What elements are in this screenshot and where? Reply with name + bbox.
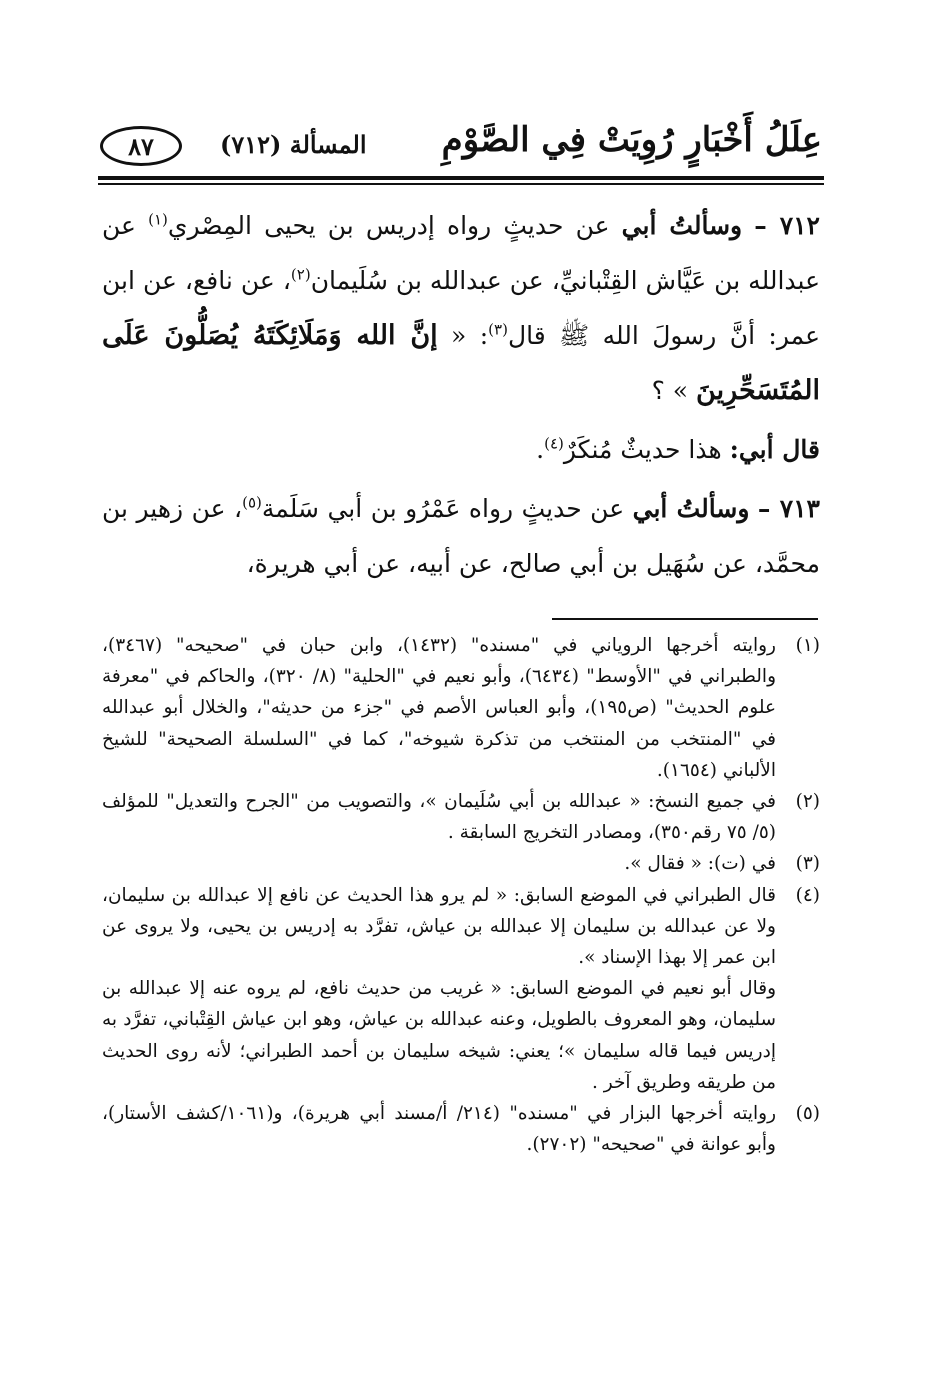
main-text [102,198,820,595]
question-number: ٧١٢ – [754,211,820,240]
footnote-text: قال الطبراني في الموضع السابق: « لم يرو هذا الحديث عن نافع إلا عبدالله بن سليمان، ولا عن عبدالله بن سليمان إلا عبدالله بن عياش، تفرَّد به إدريس بن يحيى، ولا يروى عن ابن عمر إلا بهذا الإسناد ». [102,884,776,969]
header-rule-thin [98,183,824,185]
text-run: ، عن نافع، عن ابن عمر: أنَّ رسولَ الله ﷺ قال [102,266,820,350]
text-run: عن حديثٍ رواه إدريس بن يحيى المِصْري [167,211,610,240]
answer-text: هذا حديثٌ مُنكَرٌ [563,435,722,464]
question-lead: وسألتُ أبي [632,494,750,523]
footnote-2 [102,786,820,848]
header-rule-thick [98,176,824,180]
footnote-number: (٥) [795,1103,820,1125]
footnote-text: روايته أخرجها الروياني في "مسنده" (١٤٣٢)، وابن حبان في "صحيحه" (٣٤٦٧)، والطبراني في "الأوسط" (٦٤٣٤)، وأبو نعيم في "الحلية" (٨/ ٣٢٠)، والحاكم في "معرفة علوم الحديث" (ص١٩٥)، وأبو العباس الأصم في "جزء من حديثه"، والخلال أبو عبدالله في "المنتخب من المنتخب من تذكرة شيوخه"، كما في "السلسلة الصحيحة" للشيخ الألباني (١٦٥٤). [102,635,776,781]
question-712 [102,198,820,418]
footnote-number: (٤) [795,884,820,906]
answer-lead: قال أبي: [729,435,820,464]
text-run: ، عن زهير بن محمَّد، عن سُهَيل بن أبي صالح، عن أبيه، عن أبي هريرة، [102,494,820,578]
running-header [100,112,822,174]
text-run: : « [451,321,489,350]
footnote-body [102,880,776,1098]
footnote-separator [552,618,818,620]
footnote-ref: (٤) [544,434,564,453]
footnote-continuation: وقال أبو نعيم في الموضع السابق: « غريب من حديث نافع، لم يروه عنه إلا عبدالله بن سليمان، وهو المعروف بالطويل، وعنه عبدالله بن عياش، وهو ابن عياش القِتْباني، تفرَّد به إدريس فيما قاله سليمان »؛ يعني: شيخه سليمان بن أحمد الطبراني؛ لأنه روى الحديث من طريقه وطريق آخر . [102,978,776,1093]
page-number-badge [100,126,182,166]
footnote-number: (٢) [795,791,820,813]
answer-712 [102,422,820,477]
text-run: » ؟ [651,376,689,405]
footnote-number: (٣) [795,853,820,875]
hadith-quote: إنَّ الله وَمَلَائِكَتَهُ يُصَلُّونَ عَلَى المُتَسَحِّرِينَ [102,320,820,406]
footnote-4 [102,880,820,1098]
footnote-ref: (٥) [242,493,262,512]
text-run: . [536,435,545,464]
question-713 [102,481,820,591]
footnote-1 [102,630,820,786]
footnote-ref: (٣) [488,320,508,339]
question-number: ٧١٣ – [757,494,820,523]
footnote-5 [102,1098,820,1160]
footnote-number: (١) [795,635,820,656]
issue-label: المسألة (٧١٢) [220,130,367,159]
question-lead: وسألتُ أبي [621,211,743,240]
footnotes [102,630,820,1160]
footnote-3 [102,848,820,879]
footnote-text: في (ت): « فقال ». [624,853,776,875]
footnote-ref: (٢) [290,265,311,284]
footnote-ref: (١) [148,210,168,229]
footnote-text: في جميع النسخ: « عبدالله بن أبي سُلَيمان »، والتصويب من "الجرح والتعديل" للمؤلف (٥/ ٧٥ رقم٣٥٠)، ومصادر التخريج السابقة . [102,791,776,844]
text-run: عن حديثٍ رواه عَمْرُو بن أبي سَلَمة [261,494,625,523]
page-number: ٨٧ [128,131,154,161]
footnote-text: روايته أخرجها البزار في "مسنده" (٢١٤/ أ/مسند أبي هريرة)، و(١٠٦١/كشف الأستار)، وأبو عوانة في "صحيحه" (٢٧٠٢). [102,1103,776,1156]
book-title: عِلَلُ أَخْبَارٍ رُوِيَتْ فِي الصَّوْمِ [441,120,822,160]
text-run: عن عبدالله بن عَيَّاش القِتْبانيِّ، عن عبدالله بن سُلَيمان [102,211,821,295]
